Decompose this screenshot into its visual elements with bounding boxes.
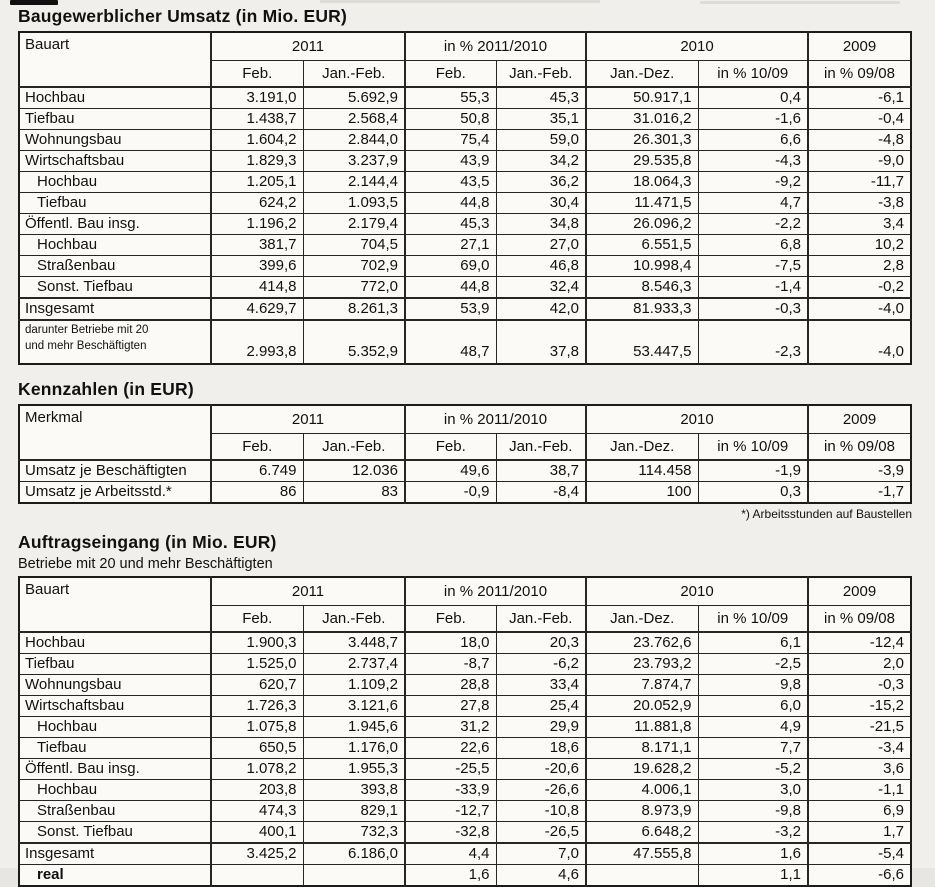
row-label: Straßenbau xyxy=(19,256,211,277)
value-cell: 33,4 xyxy=(496,675,586,696)
value-cell: 10,2 xyxy=(808,235,911,256)
value-cell: 20.052,9 xyxy=(586,696,698,717)
value-cell: -2,2 xyxy=(698,214,808,235)
value-cell: 31,2 xyxy=(405,717,496,738)
column-group-header: 2011 xyxy=(211,577,405,606)
value-cell: 1.075,8 xyxy=(211,717,303,738)
value-cell: 1.093,5 xyxy=(303,193,405,214)
value-cell: 42,0 xyxy=(496,298,586,320)
value-cell: 37,8 xyxy=(496,320,586,364)
table-row xyxy=(19,277,911,299)
row-label: Öffentl. Bau insg. xyxy=(19,214,211,235)
value-cell: 3,4 xyxy=(808,214,911,235)
value-cell: 7,0 xyxy=(496,843,586,865)
value-cell: 43,9 xyxy=(405,151,496,172)
row-label: Straßenbau xyxy=(19,801,211,822)
value-cell: -4,0 xyxy=(808,320,911,364)
value-cell: -0,4 xyxy=(808,109,911,130)
column-subheader: Jan.-Feb. xyxy=(496,434,586,461)
value-cell: 6,1 xyxy=(698,632,808,654)
value-cell: 1.078,2 xyxy=(211,759,303,780)
row-label: Wirtschaftsbau xyxy=(19,696,211,717)
auftragseingang-subtitle: Betriebe mit 20 und mehr Beschäftigten xyxy=(18,556,273,572)
value-cell: 1.955,3 xyxy=(303,759,405,780)
value-cell: -0,3 xyxy=(698,298,808,320)
value-cell: -15,2 xyxy=(808,696,911,717)
value-cell: 6.186,0 xyxy=(303,843,405,865)
scan-artifact xyxy=(10,0,58,5)
value-cell xyxy=(211,865,303,887)
value-cell: 3,6 xyxy=(808,759,911,780)
value-cell: 8.171,1 xyxy=(586,738,698,759)
row-label: Umsatz je Beschäftigten xyxy=(19,460,211,482)
value-cell: 53,9 xyxy=(405,298,496,320)
value-cell: 36,2 xyxy=(496,172,586,193)
column-subheader: Feb. xyxy=(211,606,303,633)
value-cell: 1,1 xyxy=(698,865,808,887)
table-row xyxy=(19,172,911,193)
value-cell: 1.525,0 xyxy=(211,654,303,675)
column-subheader: Jan.-Feb. xyxy=(303,606,405,633)
value-cell: 81.933,3 xyxy=(586,298,698,320)
value-cell: 12.036 xyxy=(303,460,405,482)
column-group-header: 2011 xyxy=(211,405,405,434)
value-cell: -1,6 xyxy=(698,109,808,130)
value-cell: -12,7 xyxy=(405,801,496,822)
value-cell: 35,1 xyxy=(496,109,586,130)
value-cell: 6,9 xyxy=(808,801,911,822)
value-cell: 9,8 xyxy=(698,675,808,696)
value-cell: -33,9 xyxy=(405,780,496,801)
footnote: *) Arbeitsstunden auf Baustellen xyxy=(741,507,912,521)
value-cell: 11.471,5 xyxy=(586,193,698,214)
row-label: Hochbau xyxy=(19,87,211,109)
table-row xyxy=(19,717,911,738)
value-cell: 45,3 xyxy=(496,87,586,109)
value-cell: 1.176,0 xyxy=(303,738,405,759)
value-cell: 83 xyxy=(303,482,405,504)
table-row xyxy=(19,460,911,482)
value-cell: 53.447,5 xyxy=(586,320,698,364)
value-cell: -6,1 xyxy=(808,87,911,109)
value-cell: 414,8 xyxy=(211,277,303,299)
value-cell: 3.121,6 xyxy=(303,696,405,717)
value-cell: 8.261,3 xyxy=(303,298,405,320)
value-cell: 25,4 xyxy=(496,696,586,717)
value-cell: 7,7 xyxy=(698,738,808,759)
value-cell: 3.237,9 xyxy=(303,151,405,172)
value-cell: -5,2 xyxy=(698,759,808,780)
row-label: Tiefbau xyxy=(19,193,211,214)
value-cell: 2.179,4 xyxy=(303,214,405,235)
value-cell: 1.726,3 xyxy=(211,696,303,717)
column-subheader: Jan.-Dez. xyxy=(586,434,698,461)
value-cell: 8.546,3 xyxy=(586,277,698,299)
value-cell: 23.762,6 xyxy=(586,632,698,654)
value-cell: -12,4 xyxy=(808,632,911,654)
value-cell: -3,8 xyxy=(808,193,911,214)
column-group-header: 2010 xyxy=(586,32,808,61)
row-label: Hochbau xyxy=(19,172,211,193)
table-row xyxy=(19,675,911,696)
value-cell: -11,7 xyxy=(808,172,911,193)
value-cell: 4,4 xyxy=(405,843,496,865)
row-label: darunter Betriebe mit 20 und mehr Beschäftigten xyxy=(19,320,211,364)
row-label: Insgesamt xyxy=(19,843,211,865)
column-subheader: Feb. xyxy=(405,434,496,461)
value-cell: 2,8 xyxy=(808,256,911,277)
value-cell: 393,8 xyxy=(303,780,405,801)
table-row xyxy=(19,256,911,277)
value-cell: -2,5 xyxy=(698,654,808,675)
value-cell: -4,0 xyxy=(808,298,911,320)
column-subheader: Feb. xyxy=(211,434,303,461)
value-cell: 1,7 xyxy=(808,822,911,844)
value-cell: 6,8 xyxy=(698,235,808,256)
value-cell: 22,6 xyxy=(405,738,496,759)
table-row xyxy=(19,87,911,109)
table-row xyxy=(19,696,911,717)
value-cell: -3,9 xyxy=(808,460,911,482)
value-cell: -1,9 xyxy=(698,460,808,482)
row-label: Tiefbau xyxy=(19,109,211,130)
auftragseingang-table-title: Auftragseingang (in Mio. EUR) xyxy=(18,532,277,552)
value-cell: 2.844,0 xyxy=(303,130,405,151)
column-subheader: Jan.-Dez. xyxy=(586,606,698,633)
value-cell: 29.535,8 xyxy=(586,151,698,172)
row-label: Sonst. Tiefbau xyxy=(19,822,211,844)
umsatz-table-title: Baugewerblicher Umsatz (in Mio. EUR) xyxy=(18,6,348,26)
value-cell: 34,8 xyxy=(496,214,586,235)
value-cell: 3.191,0 xyxy=(211,87,303,109)
value-cell: 50.917,1 xyxy=(586,87,698,109)
column-subheader: Feb. xyxy=(211,61,303,88)
value-cell: 1.109,2 xyxy=(303,675,405,696)
column-group-header: 2009 xyxy=(808,577,911,606)
value-cell: 114.458 xyxy=(586,460,698,482)
value-cell: 4.629,7 xyxy=(211,298,303,320)
value-cell: 1.196,2 xyxy=(211,214,303,235)
value-cell: 1,6 xyxy=(405,865,496,887)
value-cell: 75,4 xyxy=(405,130,496,151)
table-row xyxy=(19,193,911,214)
value-cell: -7,5 xyxy=(698,256,808,277)
value-cell: 829,1 xyxy=(303,801,405,822)
value-cell: 45,3 xyxy=(405,214,496,235)
value-cell: -26,6 xyxy=(496,780,586,801)
value-cell: 4,9 xyxy=(698,717,808,738)
scan-smudge xyxy=(700,1,900,4)
value-cell: 10.998,4 xyxy=(586,256,698,277)
value-cell: 0,3 xyxy=(698,482,808,504)
column-subheader: in % 09/08 xyxy=(808,434,911,461)
column-subheader: Feb. xyxy=(405,61,496,88)
column-subheader: in % 10/09 xyxy=(698,434,808,461)
value-cell: 4,7 xyxy=(698,193,808,214)
value-cell: 34,2 xyxy=(496,151,586,172)
column-group-header: 2011 xyxy=(211,32,405,61)
value-cell: -26,5 xyxy=(496,822,586,844)
value-cell: -1,4 xyxy=(698,277,808,299)
value-cell: 44,8 xyxy=(405,277,496,299)
value-cell: 2.993,8 xyxy=(211,320,303,364)
value-cell: 3.425,2 xyxy=(211,843,303,865)
column-subheader: in % 09/08 xyxy=(808,606,911,633)
value-cell: 1.829,3 xyxy=(211,151,303,172)
value-cell: 702,9 xyxy=(303,256,405,277)
value-cell: 6.749 xyxy=(211,460,303,482)
value-cell: 43,5 xyxy=(405,172,496,193)
column-group-header: 2009 xyxy=(808,32,911,61)
value-cell: 7.874,7 xyxy=(586,675,698,696)
table-row xyxy=(19,320,911,364)
value-cell: 1.604,2 xyxy=(211,130,303,151)
column-subheader: in % 10/09 xyxy=(698,61,808,88)
column-subheader: Jan.-Feb. xyxy=(303,434,405,461)
column-group-header: in % 2011/2010 xyxy=(405,32,586,61)
value-cell: 86 xyxy=(211,482,303,504)
value-cell: 18,6 xyxy=(496,738,586,759)
value-cell: 11.881,8 xyxy=(586,717,698,738)
column-subheader: Jan.-Dez. xyxy=(586,61,698,88)
table-row xyxy=(19,235,911,256)
value-cell xyxy=(586,865,698,887)
row-header-label: Bauart xyxy=(19,577,211,632)
table-row xyxy=(19,654,911,675)
row-label: Hochbau xyxy=(19,632,211,654)
value-cell: 46,8 xyxy=(496,256,586,277)
value-cell: 1.900,3 xyxy=(211,632,303,654)
value-cell: -1,1 xyxy=(808,780,911,801)
row-label: Insgesamt xyxy=(19,298,211,320)
row-header-label: Merkmal xyxy=(19,405,211,460)
value-cell: 26.301,3 xyxy=(586,130,698,151)
umsatz-table xyxy=(18,31,912,365)
value-cell: 6,0 xyxy=(698,696,808,717)
value-cell: 50,8 xyxy=(405,109,496,130)
value-cell: 650,5 xyxy=(211,738,303,759)
value-cell: 29,9 xyxy=(496,717,586,738)
table-row xyxy=(19,780,911,801)
value-cell: 0,4 xyxy=(698,87,808,109)
row-label: Hochbau xyxy=(19,235,211,256)
value-cell: 8.973,9 xyxy=(586,801,698,822)
column-group-header: 2009 xyxy=(808,405,911,434)
value-cell: 2,0 xyxy=(808,654,911,675)
value-cell: 32,4 xyxy=(496,277,586,299)
value-cell: 1,6 xyxy=(698,843,808,865)
value-cell: 203,8 xyxy=(211,780,303,801)
row-header-label: Bauart xyxy=(19,32,211,87)
column-group-header: in % 2011/2010 xyxy=(405,405,586,434)
value-cell: 4.006,1 xyxy=(586,780,698,801)
column-subheader: in % 10/09 xyxy=(698,606,808,633)
auftragseingang-table xyxy=(18,576,912,887)
value-cell: 55,3 xyxy=(405,87,496,109)
table-row xyxy=(19,109,911,130)
value-cell: 31.016,2 xyxy=(586,109,698,130)
value-cell: -6,6 xyxy=(808,865,911,887)
value-cell: -6,2 xyxy=(496,654,586,675)
value-cell: -25,5 xyxy=(405,759,496,780)
column-group-header: 2010 xyxy=(586,405,808,434)
value-cell: 2.737,4 xyxy=(303,654,405,675)
value-cell: 47.555,8 xyxy=(586,843,698,865)
value-cell: 6.551,5 xyxy=(586,235,698,256)
value-cell: 474,3 xyxy=(211,801,303,822)
value-cell: 48,7 xyxy=(405,320,496,364)
row-label: Tiefbau xyxy=(19,654,211,675)
value-cell: 732,3 xyxy=(303,822,405,844)
column-subheader: Jan.-Feb. xyxy=(496,606,586,633)
value-cell: -5,4 xyxy=(808,843,911,865)
column-group-header: in % 2011/2010 xyxy=(405,577,586,606)
value-cell xyxy=(303,865,405,887)
value-cell: 100 xyxy=(586,482,698,504)
table-row xyxy=(19,298,911,320)
value-cell: -0,3 xyxy=(808,675,911,696)
value-cell: 5.692,9 xyxy=(303,87,405,109)
table-row xyxy=(19,482,911,504)
value-cell: 3,0 xyxy=(698,780,808,801)
value-cell: 2.568,4 xyxy=(303,109,405,130)
value-cell: 59,0 xyxy=(496,130,586,151)
value-cell: 1.438,7 xyxy=(211,109,303,130)
column-subheader: in % 09/08 xyxy=(808,61,911,88)
value-cell: 2.144,4 xyxy=(303,172,405,193)
value-cell: 27,1 xyxy=(405,235,496,256)
table-row xyxy=(19,843,911,865)
table-row xyxy=(19,865,911,887)
value-cell: 620,7 xyxy=(211,675,303,696)
value-cell: 19.628,2 xyxy=(586,759,698,780)
value-cell: 26.096,2 xyxy=(586,214,698,235)
value-cell: 4,6 xyxy=(496,865,586,887)
value-cell: 27,8 xyxy=(405,696,496,717)
table-row xyxy=(19,822,911,844)
value-cell: 624,2 xyxy=(211,193,303,214)
table-row xyxy=(19,632,911,654)
value-cell: 3.448,7 xyxy=(303,632,405,654)
row-label: Sonst. Tiefbau xyxy=(19,277,211,299)
value-cell: -0,2 xyxy=(808,277,911,299)
value-cell: -9,8 xyxy=(698,801,808,822)
value-cell: 1.945,6 xyxy=(303,717,405,738)
value-cell: 27,0 xyxy=(496,235,586,256)
value-cell: -3,4 xyxy=(808,738,911,759)
table-row xyxy=(19,130,911,151)
column-group-header: 2010 xyxy=(586,577,808,606)
value-cell: 44,8 xyxy=(405,193,496,214)
value-cell: -4,8 xyxy=(808,130,911,151)
value-cell: -21,5 xyxy=(808,717,911,738)
value-cell: 399,6 xyxy=(211,256,303,277)
value-cell: -1,7 xyxy=(808,482,911,504)
value-cell: -2,3 xyxy=(698,320,808,364)
value-cell: 49,6 xyxy=(405,460,496,482)
column-subheader: Jan.-Feb. xyxy=(496,61,586,88)
table-row xyxy=(19,801,911,822)
table-row xyxy=(19,738,911,759)
value-cell: 30,4 xyxy=(496,193,586,214)
row-label: Tiefbau xyxy=(19,738,211,759)
row-label: Wohnungsbau xyxy=(19,130,211,151)
value-cell: 18,0 xyxy=(405,632,496,654)
value-cell: 20,3 xyxy=(496,632,586,654)
value-cell: 28,8 xyxy=(405,675,496,696)
value-cell: 772,0 xyxy=(303,277,405,299)
value-cell: -9,2 xyxy=(698,172,808,193)
value-cell: -0,9 xyxy=(405,482,496,504)
table-row xyxy=(19,759,911,780)
value-cell: 38,7 xyxy=(496,460,586,482)
column-subheader: Jan.-Feb. xyxy=(303,61,405,88)
value-cell: -4,3 xyxy=(698,151,808,172)
kennzahlen-table xyxy=(18,404,912,504)
table-row xyxy=(19,214,911,235)
value-cell: 6.648,2 xyxy=(586,822,698,844)
value-cell: 69,0 xyxy=(405,256,496,277)
value-cell: -32,8 xyxy=(405,822,496,844)
row-label: real xyxy=(19,865,211,887)
kennzahlen-table-title: Kennzahlen (in EUR) xyxy=(18,379,194,399)
row-label: Wirtschaftsbau xyxy=(19,151,211,172)
value-cell: -9,0 xyxy=(808,151,911,172)
value-cell: -3,2 xyxy=(698,822,808,844)
value-cell: 1.205,1 xyxy=(211,172,303,193)
value-cell: 23.793,2 xyxy=(586,654,698,675)
row-label: Öffentl. Bau insg. xyxy=(19,759,211,780)
value-cell: 6,6 xyxy=(698,130,808,151)
row-label: Wohnungsbau xyxy=(19,675,211,696)
row-label: Hochbau xyxy=(19,717,211,738)
value-cell: 400,1 xyxy=(211,822,303,844)
value-cell: 704,5 xyxy=(303,235,405,256)
row-label: Umsatz je Arbeitsstd.* xyxy=(19,482,211,504)
value-cell: 18.064,3 xyxy=(586,172,698,193)
value-cell: 381,7 xyxy=(211,235,303,256)
value-cell: 5.352,9 xyxy=(303,320,405,364)
table-row xyxy=(19,151,911,172)
row-label: Hochbau xyxy=(19,780,211,801)
scan-smudge xyxy=(320,0,600,3)
column-subheader: Feb. xyxy=(405,606,496,633)
value-cell: -10,8 xyxy=(496,801,586,822)
value-cell: -8,7 xyxy=(405,654,496,675)
value-cell: -20,6 xyxy=(496,759,586,780)
value-cell: -8,4 xyxy=(496,482,586,504)
